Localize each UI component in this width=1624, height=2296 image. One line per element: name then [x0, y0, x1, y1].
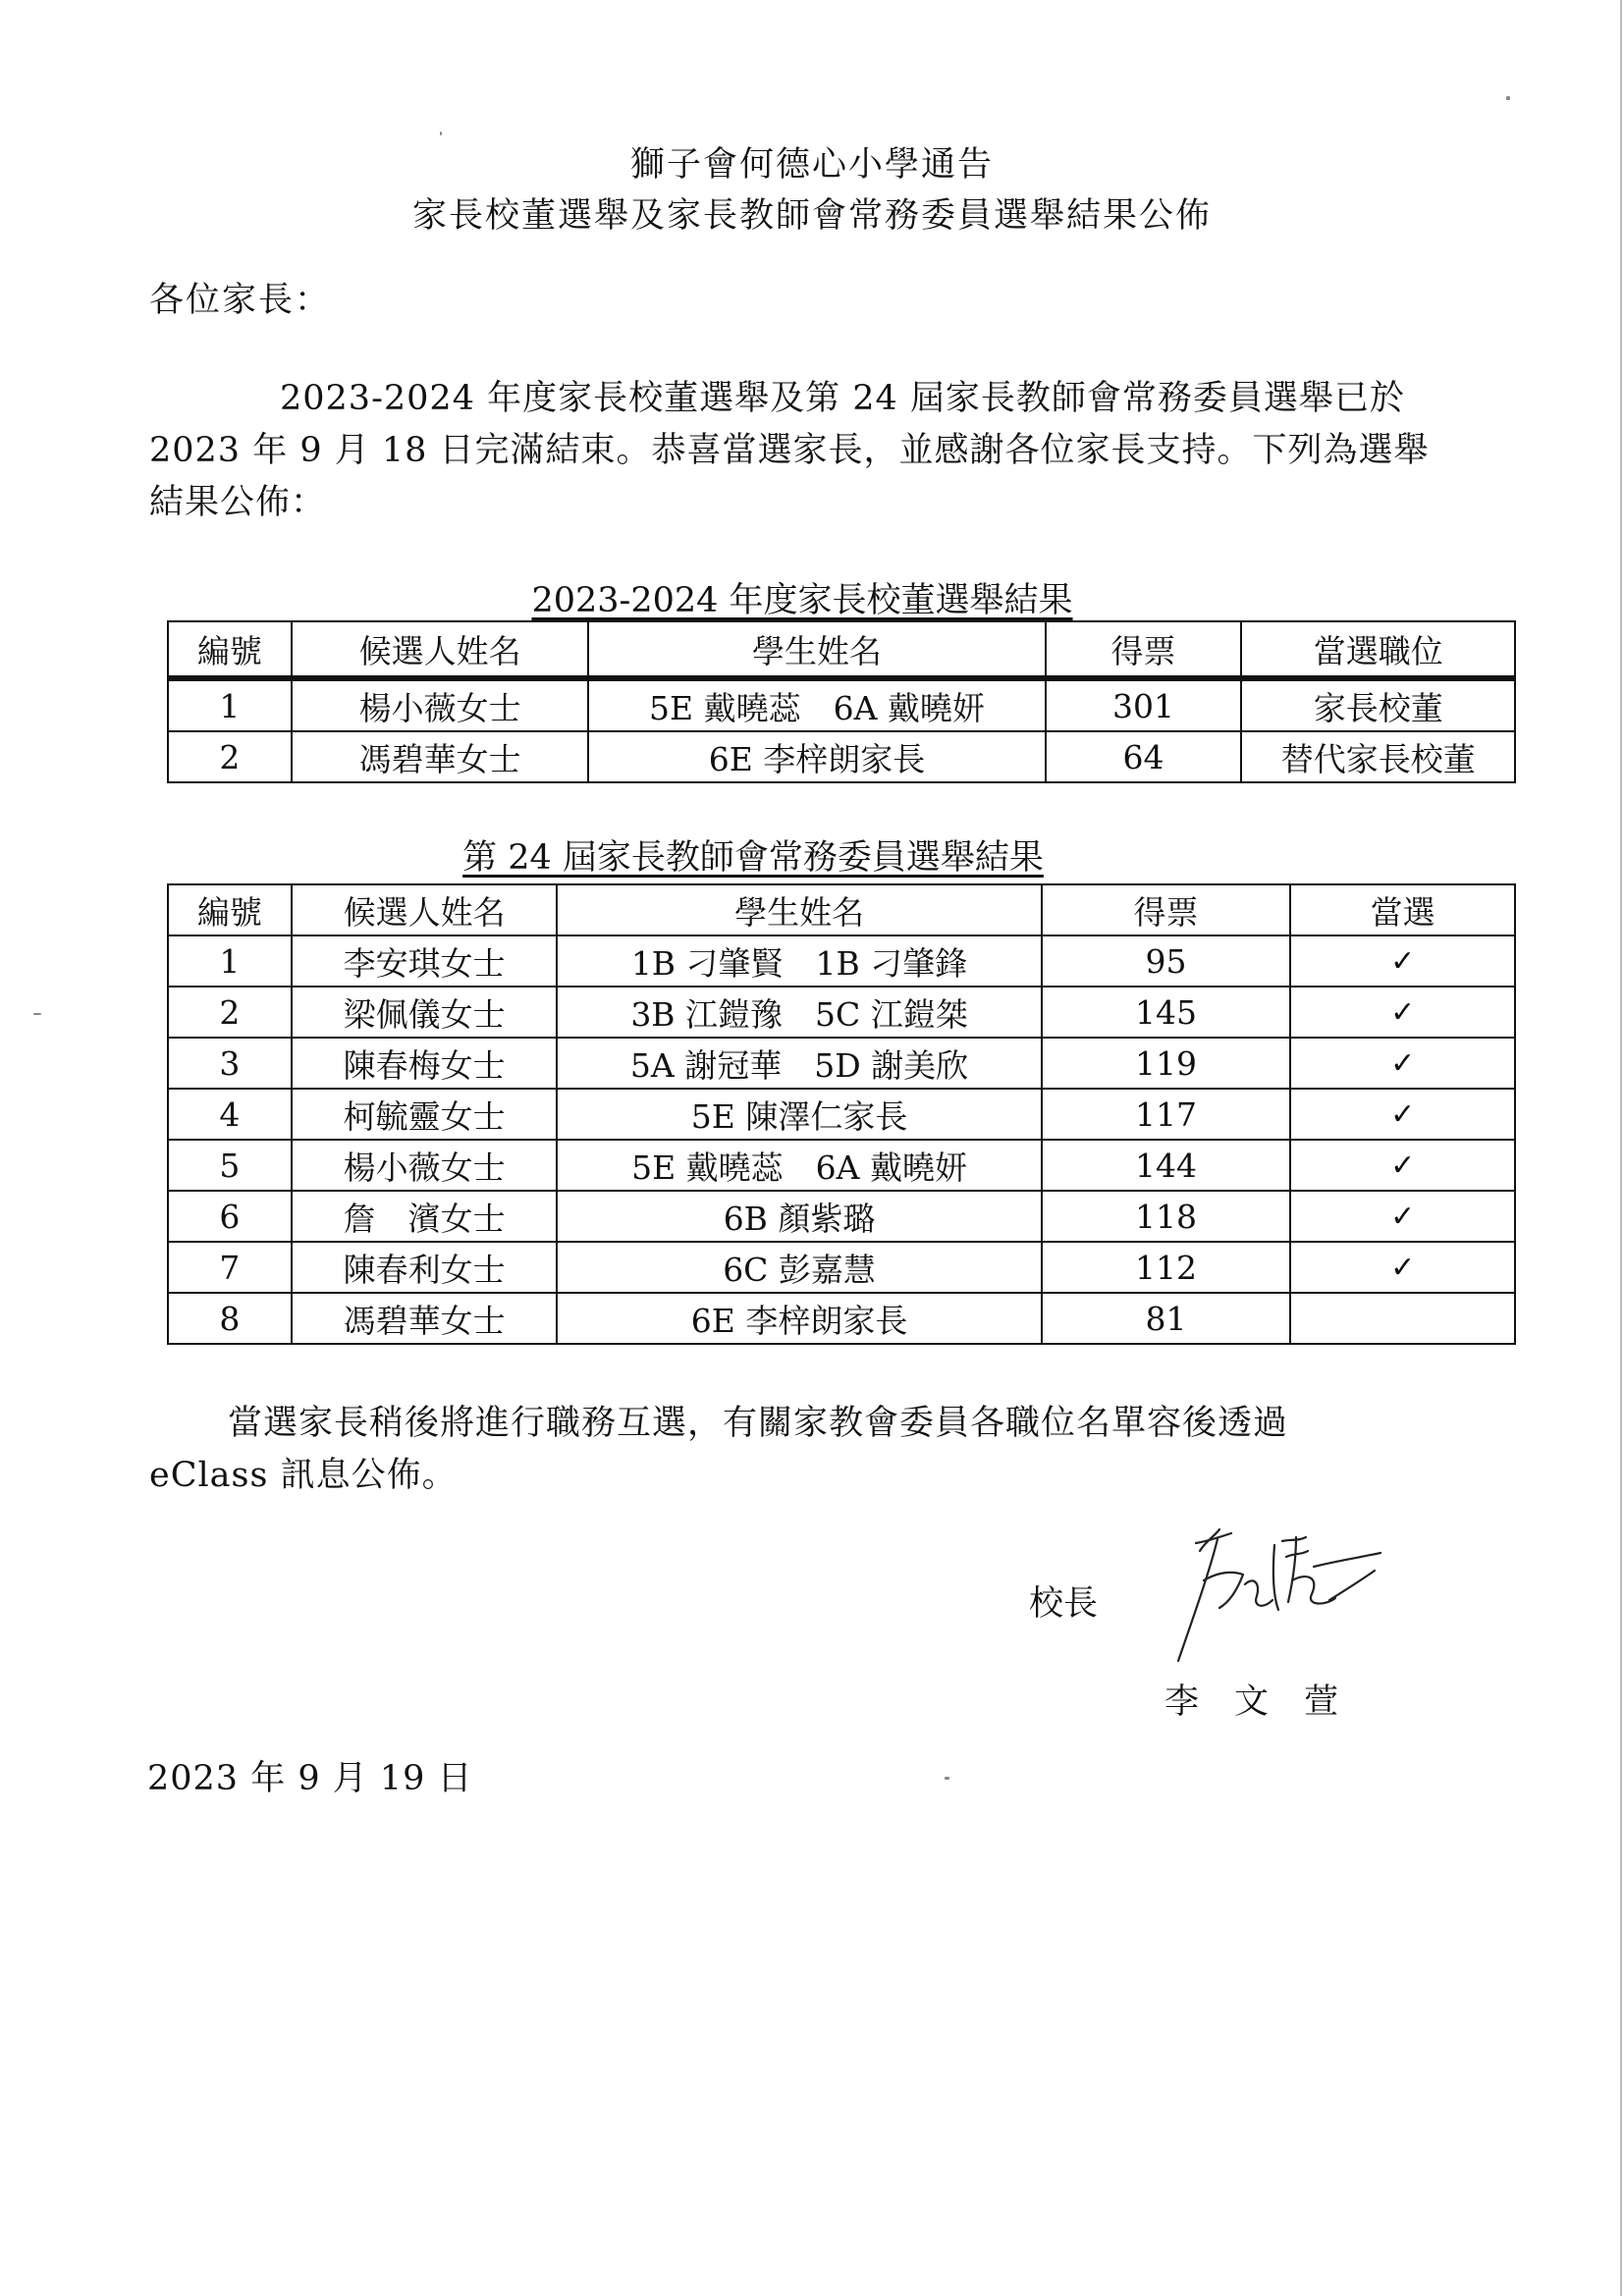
table2-caption: 第 24 屆家長教師會常務委員選舉結果	[462, 838, 1044, 878]
table-row	[168, 1191, 1515, 1242]
cell-no: 1	[168, 935, 292, 987]
header-cell: 學生姓名	[557, 884, 1041, 935]
elected-check-mark: ✓	[1290, 1038, 1515, 1089]
cell-no: 1	[168, 678, 292, 731]
cell-votes: 118	[1042, 1191, 1291, 1242]
closing-line: 當選家長稍後將進行職務互選，有關家教會委員各職位名單容後透過	[228, 1404, 1289, 1443]
elected-check-mark: ✓	[1290, 1140, 1515, 1191]
cell-candidate: 楊小薇女士	[292, 678, 589, 731]
header-cell: 得票	[1046, 621, 1242, 678]
cell-student: 6B 顏紫璐	[557, 1191, 1041, 1242]
cell-votes: 64	[1046, 731, 1242, 782]
scan-edge-line	[1620, 0, 1622, 2296]
greeting: 各位家長：	[149, 281, 332, 320]
header-cell: 編號	[168, 621, 292, 678]
cell-no: 2	[168, 731, 292, 782]
table-row	[168, 987, 1515, 1038]
cell-no: 5	[168, 1140, 292, 1191]
cell-result: 家長校董	[1241, 678, 1515, 731]
table-header-row	[168, 621, 1515, 678]
elected-check-mark: ✓	[1290, 987, 1515, 1038]
cell-candidate: 李安琪女士	[292, 935, 558, 987]
header-cell: 候選人姓名	[292, 884, 558, 935]
table-row	[168, 1038, 1515, 1089]
table-row	[168, 1140, 1515, 1191]
header-cell: 當選	[1290, 884, 1515, 935]
intro-paragraph	[149, 373, 1485, 529]
cell-student: 5E 陳澤仁家長	[557, 1089, 1041, 1140]
scan-speck	[33, 1013, 41, 1015]
table1-caption: 2023-2024 年度家長校董選舉結果	[531, 581, 1073, 620]
cell-student: 3B 江鎧豫 5C 江鎧桀	[557, 987, 1041, 1038]
cell-student: 6C 彭嘉慧	[557, 1242, 1041, 1293]
cell-student: 6E 李梓朗家長	[588, 731, 1045, 782]
elected-check-mark: ✓	[1290, 1089, 1515, 1140]
cell-no: 4	[168, 1089, 292, 1140]
cell-votes: 95	[1042, 935, 1291, 987]
elected-check-mark: ✓	[1290, 1242, 1515, 1293]
elected-check-mark: ✓	[1290, 935, 1515, 987]
cell-votes: 112	[1042, 1242, 1291, 1293]
cell-candidate: 詹 濱女士	[292, 1191, 558, 1242]
elected-check-mark	[1290, 1293, 1515, 1344]
intro-line: 結果公佈：	[149, 483, 327, 522]
cell-no: 8	[168, 1293, 292, 1344]
cell-candidate: 馮碧華女士	[292, 731, 589, 782]
cell-no: 3	[168, 1038, 292, 1089]
table-header-row	[168, 884, 1515, 935]
cell-student: 5E 戴曉蕊 6A 戴曉妍	[588, 678, 1045, 731]
cell-votes: 301	[1046, 678, 1242, 731]
cell-student: 1B 刁肇賢 1B 刁肇鋒	[557, 935, 1041, 987]
header-cell: 候選人姓名	[292, 621, 589, 678]
cell-candidate: 梁佩儀女士	[292, 987, 558, 1038]
cell-candidate: 楊小薇女士	[292, 1140, 558, 1191]
table-row	[168, 731, 1515, 782]
closing-line: eClass 訊息公佈。	[149, 1456, 458, 1495]
handwritten-signature	[1159, 1512, 1384, 1679]
intro-line: 2023 年 9 月 18 日完滿結束。恭喜當選家長，並感謝各位家長支持。下列為選舉	[149, 431, 1430, 470]
header-cell: 得票	[1042, 884, 1291, 935]
cell-votes: 117	[1042, 1089, 1291, 1140]
table-row	[168, 1242, 1515, 1293]
principal-title: 校長	[1029, 1584, 1099, 1624]
table-row	[168, 1293, 1515, 1344]
cell-votes: 144	[1042, 1140, 1291, 1191]
cell-candidate: 柯毓靈女士	[292, 1089, 558, 1140]
elected-check-mark: ✓	[1290, 1191, 1515, 1242]
notice-subject: 家長校董選舉及家長教師會常務委員選舉結果公佈	[411, 196, 1212, 236]
header-cell: 學生姓名	[588, 621, 1045, 678]
cell-no: 7	[168, 1242, 292, 1293]
cell-candidate: 馮碧華女士	[292, 1293, 558, 1344]
cell-no: 2	[168, 987, 292, 1038]
cell-votes: 81	[1042, 1293, 1291, 1344]
table-row	[168, 678, 1515, 731]
cell-candidate: 陳春梅女士	[292, 1038, 558, 1089]
cell-result: 替代家長校董	[1241, 731, 1515, 782]
header-cell: 當選職位	[1241, 621, 1515, 678]
school-manager-election-table	[167, 620, 1516, 783]
header-cell: 編號	[168, 884, 292, 935]
cell-votes: 119	[1042, 1038, 1291, 1089]
cell-votes: 145	[1042, 987, 1291, 1038]
table-row	[168, 935, 1515, 987]
principal-name: 李文萱	[1164, 1682, 1375, 1722]
notice-date: 2023 年 9 月 19 日	[147, 1759, 473, 1798]
scan-speck	[1506, 96, 1510, 100]
cell-no: 6	[168, 1191, 292, 1242]
cell-student: 5E 戴曉蕊 6A 戴曉妍	[557, 1140, 1041, 1191]
school-notice-title: 獅子會何德心小學通告	[629, 145, 994, 185]
cell-student: 6E 李梓朗家長	[557, 1293, 1041, 1344]
cell-student: 5A 謝冠華 5D 謝美欣	[557, 1038, 1041, 1089]
cell-candidate: 陳春利女士	[292, 1242, 558, 1293]
scan-speck	[945, 1777, 949, 1780]
closing-paragraph	[149, 1398, 1485, 1502]
pta-committee-election-table	[167, 883, 1516, 1345]
intro-line: 2023-2024 年度家長校董選舉及第 24 屆家長教師會常務委員選舉已於	[280, 379, 1405, 418]
scan-speck	[440, 132, 442, 135]
table-row	[168, 1089, 1515, 1140]
